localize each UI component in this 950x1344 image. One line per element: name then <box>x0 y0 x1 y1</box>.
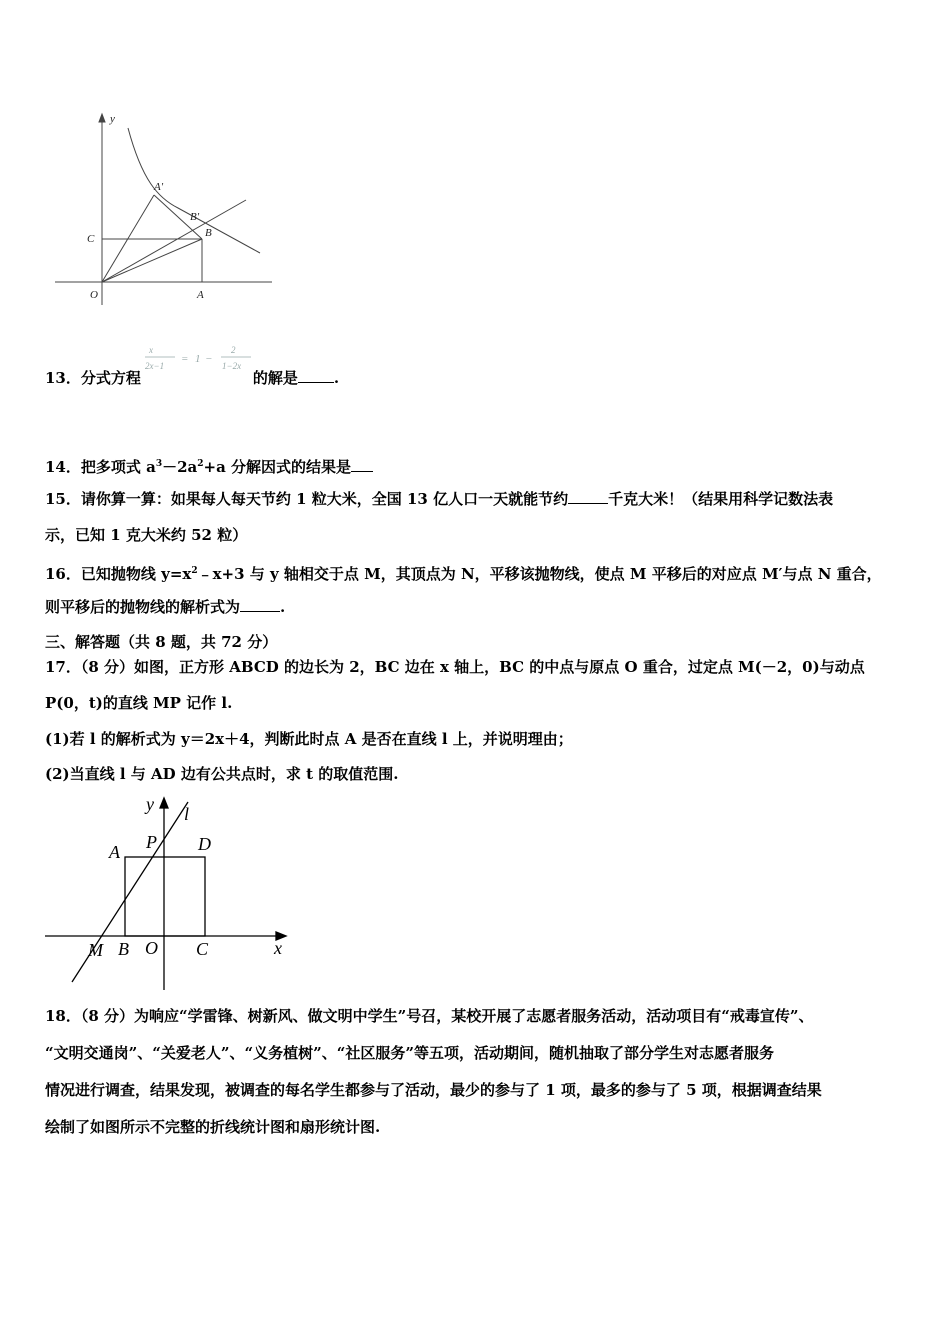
question-18-line4: 绘制了如图所示不完整的折线统计图和扇形统计图. <box>45 1118 381 1136</box>
svg-text:1−2x: 1−2x <box>222 361 242 371</box>
q14-exp1: 3 <box>155 459 163 469</box>
question-16-line1 <box>45 561 882 584</box>
q13-suffix: 的解是 <box>252 369 298 387</box>
q13-prefix: 分式方程 <box>80 369 141 387</box>
q16-line2-text: 则平移后的抛物线的解析式为 <box>45 598 241 616</box>
q15-text-after: 千克大米！（结果用科学记数法表 <box>608 490 834 508</box>
question-18-line3: 情况进行调查，结果发现，被调查的每名学生都参与了活动，最少的参与了 1 项，最多的参与了 5 项，根据调查结果 <box>45 1081 822 1099</box>
label-b-prime: B' <box>190 211 200 223</box>
label-m: M <box>88 940 103 960</box>
q16-text-after: ﹣x+3 与 y 轴相交于点 M，其顶点为 N，平移该抛物线，使点 M 平移后的对应点 M′与点 N 重合， <box>197 565 882 583</box>
hyperbola-curve <box>128 128 260 253</box>
label-x: x <box>274 938 282 958</box>
section-3-title: 三、解答题（共 8 题，共 72 分） <box>45 633 278 651</box>
q16-answer-blank[interactable] <box>240 597 280 612</box>
svg-text:=: = <box>181 353 189 365</box>
svg-text:x: x <box>149 345 153 355</box>
question-17-part2: (2)当直线 l 与 AD 边有公共点时，求 t 的取值范围. <box>45 765 399 783</box>
svg-text:2x−1: 2x−1 <box>145 361 165 371</box>
svg-text:1: 1 <box>195 353 201 365</box>
question-18-line1: 18．（8 分）为响应“学雷锋、树新风、做文明中学生”号召，某校开展了志愿者服务活动，活动项目有“戒毒宣传”、 <box>45 1007 814 1025</box>
figure-hyperbola-diagram <box>50 110 280 310</box>
label-o: O <box>145 938 158 958</box>
square-abcd <box>125 857 205 936</box>
label-y: y <box>110 113 115 125</box>
q15-text-before: 15．请你算一算：如果每人每天节约 1 粒大米，全国 13 亿人口一天就能节约 <box>45 490 569 508</box>
y-axis-arrow <box>99 114 105 122</box>
y-axis-arrow <box>160 798 168 808</box>
line-o-b <box>102 239 202 282</box>
q16-text-before: 16．已知抛物线 y=x <box>45 565 192 583</box>
question-18-line2: “文明交通岗”、“关爱老人”、“义务植树”、“社区服务”等五项，活动期间，随机抽取了部分学生对志愿者服务 <box>45 1044 775 1062</box>
question-14 <box>45 454 373 477</box>
q14-exp2: 2 <box>197 459 204 469</box>
question-17-line2: P(0，t)的直线 MP 记作 l. <box>45 694 233 712</box>
q14-text-before: 14．把多项式 a <box>45 458 156 476</box>
label-a-prime: A' <box>154 181 164 193</box>
q13-answer-blank[interactable] <box>298 368 334 383</box>
svg-text:2: 2 <box>231 345 236 355</box>
label-y: y <box>146 794 154 814</box>
label-b: B <box>118 939 129 959</box>
q14-text-mid: －2a <box>162 458 198 476</box>
label-o: O <box>90 289 98 301</box>
label-p: P <box>146 832 157 852</box>
q16-line2-end: . <box>280 598 286 616</box>
question-17-line1: 17．（8 分）如图，正方形 ABCD 的边长为 2，BC 边在 x 轴上，BC 的中点与原点 O 重合，过定点 M(－2，0)与动点 <box>45 658 865 676</box>
label-c: C <box>87 233 95 245</box>
question-17-part1: (1)若 l 的解析式为 y＝2x＋4，判断此时点 A 是否在直线 l 上，并说明理由； <box>45 730 573 748</box>
q14-text-after: +a 分解因式的结果是 <box>203 458 352 476</box>
q13-end: . <box>333 369 340 387</box>
label-a: A <box>109 842 120 862</box>
label-b: B <box>205 227 212 239</box>
q14-answer-blank[interactable] <box>351 457 373 472</box>
q16-exp: 2 <box>191 566 198 576</box>
label-a: A <box>197 289 204 301</box>
question-15-line1 <box>45 489 833 509</box>
q15-answer-blank[interactable] <box>568 489 608 504</box>
label-l: l <box>184 804 190 824</box>
question-13 <box>45 368 339 388</box>
label-d: D <box>198 834 211 854</box>
question-15-line2: 示，已知 1 克大米约 52 粒） <box>45 526 248 544</box>
figure-square-line-diagram <box>40 790 300 995</box>
label-c: C <box>196 939 209 959</box>
question-16-line2 <box>45 597 285 617</box>
q13-number: 13． <box>45 369 81 387</box>
line-o-extended <box>102 200 246 282</box>
svg-text:−: − <box>205 353 213 365</box>
